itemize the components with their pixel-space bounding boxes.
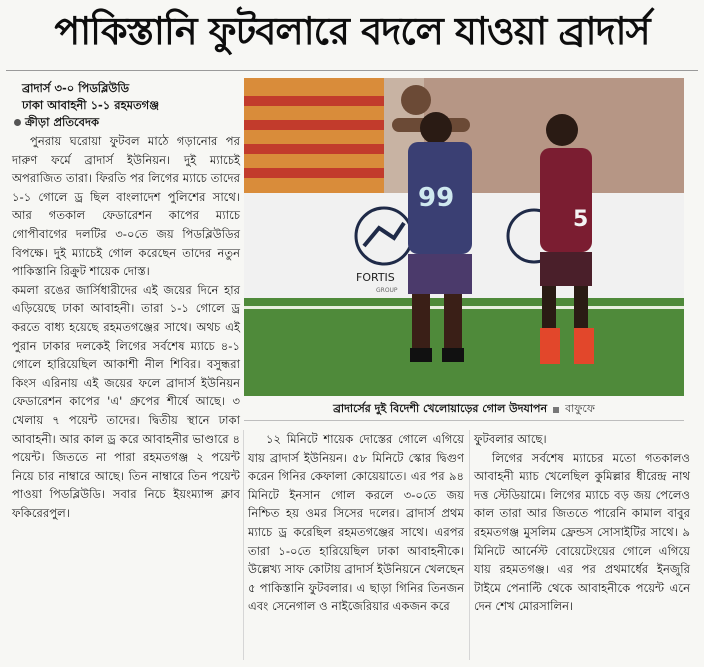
headline: পাকিস্তানি ফুটবলারে বদলে যাওয়া ব্রাদার্স [54, 9, 650, 53]
jersey-number-right: 5 [573, 207, 589, 232]
caption-separator-icon [553, 407, 559, 413]
article-column-1 [12, 132, 240, 522]
paragraph: কমলা রঙের জার্সিধারীদের এই জয়ের দিনে হার এড়িয়েছে ঢাকা আবাহনী। তারা ১-১ গোলে ড্র করতে বাধ্য হয়েছে রহমতগঞ্জের সাথে। অথচ এই পুরান ঢাকার দলকেই লিগের সর্বশেষ ম্যাচে ৪-১ গোলে হারিয়েছিল আকাশী নীল শিবির। বসুন্ধরা কিংস এরিনায় এই জয়ের ফলে ব্রাদার্স ইউনিয়ন ফেডারেশন কাপের 'এ' গ্রুপের শীর্ষে আছে। ৩ খেলায় ৭ পয়েন্ট তাদের। দ্বিতীয় স্থানে ঢাকা আবাহনী। আর কাল ড্র করে আবাহনীর ভাণ্ডারে ৪ পয়েন্ট। জিততে না পারা রহমতগঞ্জ ২ পয়েন্ট নিয়ে চার নাম্বারে আছে। তিন নাম্বারে তিন পয়েন্ট পাওয়া পিডব্লিউডি। সবার নিচে ইয়ংম্যান্স ক্লাব ফকিরেরপুল। [12, 282, 240, 520]
jersey-number-left: 99 [418, 183, 455, 213]
kicker-line-1: ব্রাদার্স ৩-০ পিডব্লিউডি [22, 81, 130, 95]
photo-credit: বাফুফে [565, 402, 595, 415]
news-photo [244, 78, 684, 396]
paragraph: ফুটবলার আছে। [474, 432, 547, 446]
board-brand: FORTIS [356, 271, 395, 284]
caption-text: ব্রাদার্সের দুই বিদেশী খেলোয়াড়ের গোল উদযাপন [333, 402, 548, 415]
paragraph: লিগের সর্বশেষ ম্যাচের মতো গতকালও আবাহনী ম্যাচ খেলেছিল কুমিল্লার ধীরেন্দ্র নাথ দত্ত স্টেডিয়ামে। লিগের ম্যাচে বড় জয় পেলেও কাল তারা আর জিততে পারেনি কামাল বাবুর রহমতগঞ্জ মুসলিম ফ্রেন্ডস সোসাইটির সাথে। ৯ মিনিটে আর্নেস্ট বোয়েটেংয়ের গোলে এগিয়ে যায় রহমতগঞ্জ। এর পর প্রথমার্ধের ইনজুরি টাইমে পেনাল্টি থেকে আবাহনীকে পয়েন্ট এনে দেন শেখ মোরসালিন। [474, 450, 690, 614]
article-column-2 [248, 430, 464, 616]
byline [14, 114, 239, 131]
board-sub: GROUP [376, 287, 398, 294]
photo-caption [244, 400, 684, 419]
caption-rule [244, 420, 684, 421]
article-column-3 [474, 430, 690, 616]
byline-bullet-icon [14, 119, 21, 126]
paragraph: ১২ মিনিটে শায়েক দোস্তের গোলে এগিয়ে যায় ব্রাদার্স ইউনিয়ন। ৫৮ মিনিটে স্কোর দ্বিগুণ করেন গিনির কেফালা কোয়েয়াতে। এর পর ৯৪ মিনিটে ইনসান গোল করলে ৩-০তে জয় নিশ্চিত হয় ওমর সিসের দলের। ব্রাদার্স প্রথম ম্যাচে ড্র করেছিল রহমতগঞ্জের সাথে। এরপর তারা ১-০তে হারিয়েছিল ঢাকা আবাহনীকে। উল্লেখ্য সাফ কোটায় ব্রাদার্স ইউনিয়নে খেলছেন ৫ পাকিস্তানি ফুটবলার। এ ছাড়া গিনির তিনজন এবং সেনেগাল ও নাইজেরিয়ার একজন করে [248, 432, 464, 614]
byline-text: ক্রীড়া প্রতিবেদক [25, 115, 100, 129]
football-celebration-image [244, 78, 684, 396]
paragraph: পুনরায় ঘরোয়া ফুটবল মাঠে গড়ানোর পর দারুণ ফর্মে ব্রাদার্স ইউনিয়ন। দুই ম্যাচেই অপরাজিত তারা। ফিরতি পর লিগের ম্যাচে তাদের ১-১ গোলে ড্র ছিল বাংলাদেশ পুলিশের সাথে। আর গতকাল ফেডারেশন কাপের ম্যাচে গোপীবাগের দলটির ৩-০তে জয় পিডব্লিউডির বিপক্ষে। দুই ম্যাচেই গোল করেছেন তাদের নতুন পাকিস্তানি রিক্রুট শায়েক দোস্ত। [12, 134, 240, 279]
column-divider [243, 430, 244, 660]
kicker-line-2: ঢাকা আবাহনী ১-১ রহমতগঞ্জ [22, 98, 160, 112]
headline-rule [6, 70, 698, 71]
column-divider [469, 430, 470, 660]
